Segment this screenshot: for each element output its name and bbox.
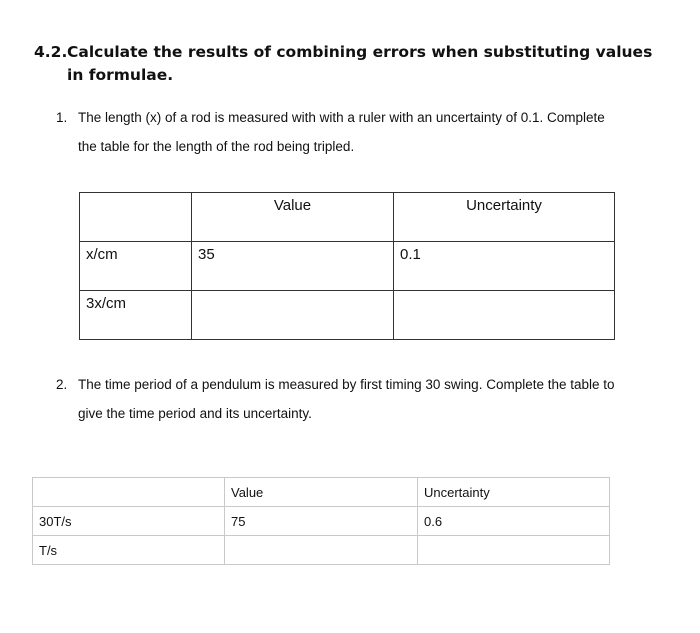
section-title-line2: in formulae. bbox=[67, 66, 174, 84]
table-row bbox=[33, 507, 610, 536]
row-label: 30T/s bbox=[33, 507, 225, 536]
table-row bbox=[33, 536, 610, 565]
header-cell-empty bbox=[80, 193, 192, 242]
question-1-number: 1. bbox=[56, 110, 68, 125]
uncertainty-cell[interactable]: 0.1 bbox=[394, 242, 615, 291]
table-header-row bbox=[33, 478, 610, 507]
question-2-line1: The time period of a pendulum is measured by first timing 30 swing. Complete the table to bbox=[78, 377, 615, 392]
question-1-line1: The length (x) of a rod is measured with with a ruler with an uncertainty of 0.1. Complete bbox=[78, 110, 605, 125]
table-row bbox=[80, 291, 615, 340]
value-cell[interactable]: 75 bbox=[225, 507, 418, 536]
question-2-line2: give the time period and its uncertainty. bbox=[78, 406, 312, 421]
question-2 bbox=[56, 370, 668, 428]
header-cell-uncertainty: Uncertainty bbox=[418, 478, 610, 507]
row-label: x/cm bbox=[80, 242, 192, 291]
row-label: T/s bbox=[33, 536, 225, 565]
value-cell[interactable]: 35 bbox=[192, 242, 394, 291]
header-cell-value: Value bbox=[192, 193, 394, 242]
header-cell-uncertainty: Uncertainty bbox=[394, 193, 615, 242]
question-1-line2: the table for the length of the rod being tripled. bbox=[78, 139, 355, 154]
header-cell-value: Value bbox=[225, 478, 418, 507]
header-cell-empty bbox=[33, 478, 225, 507]
question-1 bbox=[56, 103, 658, 161]
question-1-table bbox=[79, 192, 615, 340]
value-cell[interactable] bbox=[225, 536, 418, 565]
question-2-table bbox=[32, 477, 610, 565]
section-heading bbox=[34, 41, 674, 87]
section-title-line1: Calculate the results of combining errors when substituting values bbox=[67, 43, 653, 61]
table-row bbox=[80, 242, 615, 291]
uncertainty-cell[interactable] bbox=[418, 536, 610, 565]
table-header-row bbox=[80, 193, 615, 242]
section-number: 4.2. bbox=[34, 43, 68, 61]
value-cell[interactable] bbox=[192, 291, 394, 340]
question-2-number: 2. bbox=[56, 377, 68, 392]
row-label: 3x/cm bbox=[80, 291, 192, 340]
uncertainty-cell[interactable]: 0.6 bbox=[418, 507, 610, 536]
uncertainty-cell[interactable] bbox=[394, 291, 615, 340]
